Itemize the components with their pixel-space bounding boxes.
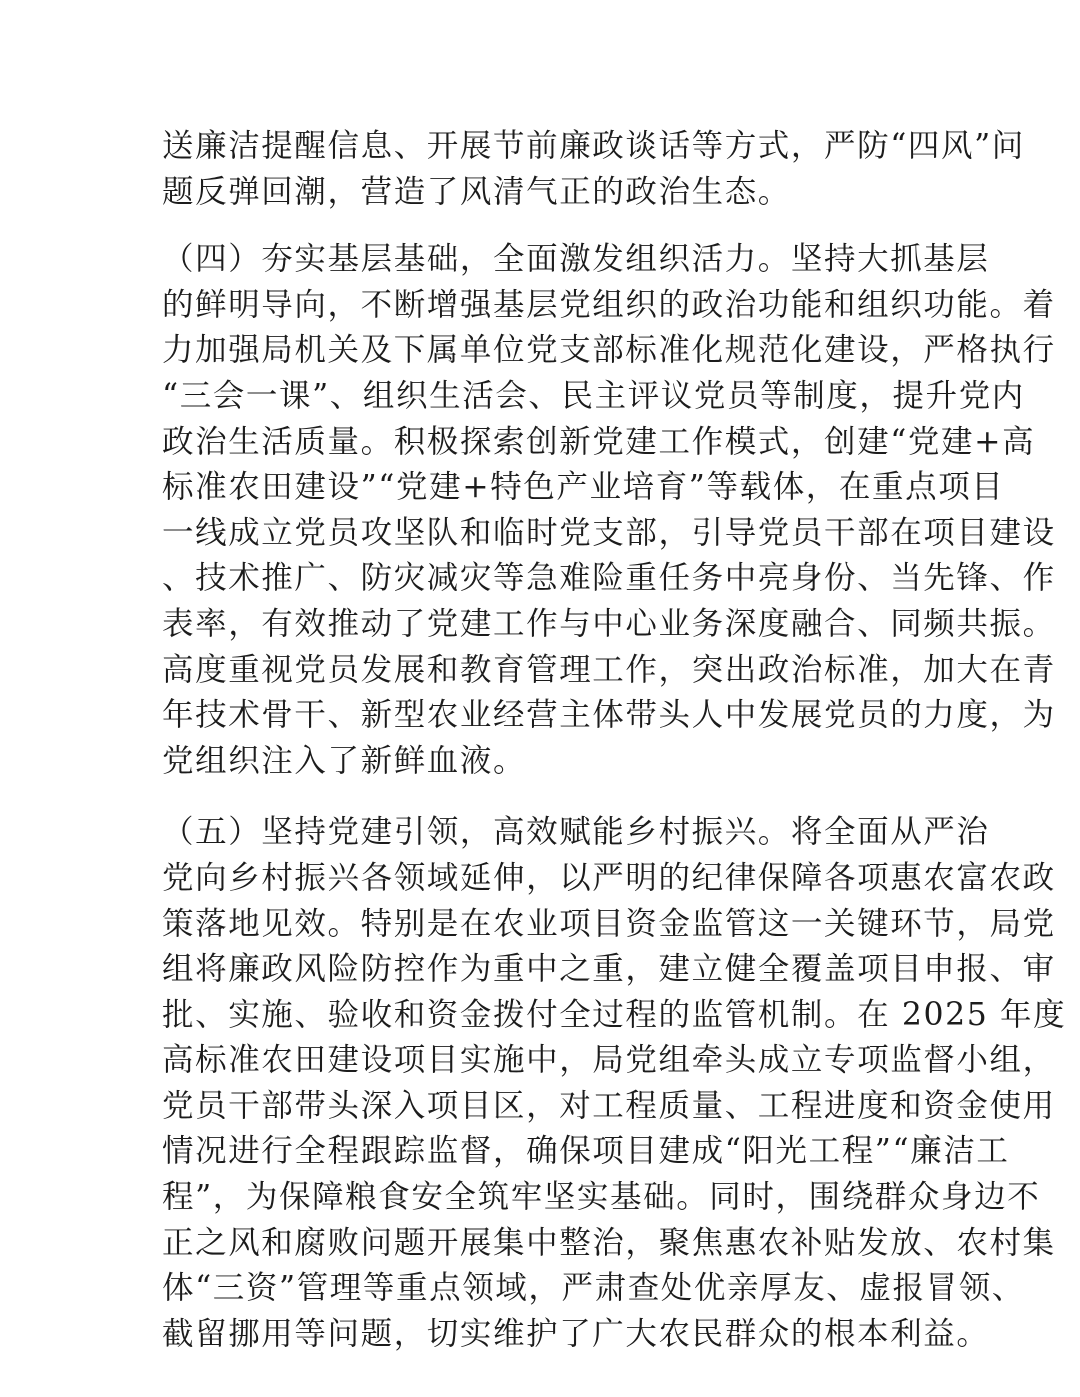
paragraph-section-five xyxy=(162,810,1067,1357)
text-line: 表率，有效推动了党建工作与中心业务深度融合、同频共振。 xyxy=(162,605,1056,642)
text-line: 组将廉政风险防控作为重中之重，建立健全覆盖项目申报、审 xyxy=(162,951,1056,988)
text-line: 党员干部带头深入项目区，对工程质量、工程进度和资金使用 xyxy=(162,1087,1056,1124)
text-line: 程”，为保障粮食安全筑牢坚实基础。同时，围绕群众身边不 xyxy=(162,1179,1041,1216)
text-line: 党向乡村振兴各领域延伸，以严明的纪律保障各项惠农富农政 xyxy=(162,859,1056,896)
text-line: 体“三资”管理等重点领域，严肃查处优亲厚友、虚报冒领、 xyxy=(162,1270,1025,1307)
text-line: 截留挪用等问题，切实维护了广大农民群众的根本利益。 xyxy=(162,1315,990,1352)
text-line: 政治生活质量。积极探索创新党建工作模式，创建“党建+高 xyxy=(162,423,1036,460)
text-line: 高度重视党员发展和教育管理工作，突出政治标准，加大在青 xyxy=(162,651,1056,688)
text-line: 一线成立党员攻坚队和临时党支部，引导党员干部在项目建设 xyxy=(162,514,1056,551)
paragraph-section-four xyxy=(162,237,1056,784)
text-line: “三会一课”、组织生活会、民主评议党员等制度，提升党内 xyxy=(162,377,1025,414)
text-line: 题反弹回潮，营造了风清气正的政治生态。 xyxy=(162,173,791,210)
text-line: 力加强局机关及下属单位党支部标准化规范化建设，严格执行 xyxy=(162,332,1056,369)
text-line: 的鲜明导向，不断增强基层党组织的政治功能和组织功能。着 xyxy=(162,286,1056,323)
text-line: 正之风和腐败问题开展集中整治，聚焦惠农补贴发放、农村集 xyxy=(162,1224,1056,1261)
text-line: 策落地见效。特别是在农业项目资金监管这一关键环节，局党 xyxy=(162,905,1056,942)
text-line: 高标准农田建设项目实施中，局党组牵头成立专项监督小组， xyxy=(162,1042,1056,1079)
text-line: 情况进行全程跟踪监督，确保项目建成“阳光工程”“廉洁工 xyxy=(162,1133,1010,1170)
text-line: 年技术骨干、新型农业经营主体带头人中发展党员的力度，为 xyxy=(162,697,1056,734)
text-line: 党组织注入了新鲜血液。 xyxy=(162,742,527,779)
text-line: （五）坚持党建引领，高效赋能乡村振兴。将全面从严治 xyxy=(162,814,990,851)
text-line: 标准农田建设”“党建+特色产业培育”等载体，在重点项目 xyxy=(162,469,1005,506)
text-line: （四）夯实基层基础，全面激发组织活力。坚持大抓基层 xyxy=(162,241,990,278)
paragraph-continuation xyxy=(162,124,1025,215)
text-line: 、技术推广、防灾减灾等急难险重任务中亮身份、当先锋、作 xyxy=(162,560,1056,597)
document-page xyxy=(162,124,1067,1357)
text-line: 批、实施、验收和资金拨付全过程的监管机制。在 2025 年度 xyxy=(162,996,1067,1033)
text-line: 送廉洁提醒信息、开展节前廉政谈话等方式，严防“四风”问 xyxy=(162,128,1025,164)
